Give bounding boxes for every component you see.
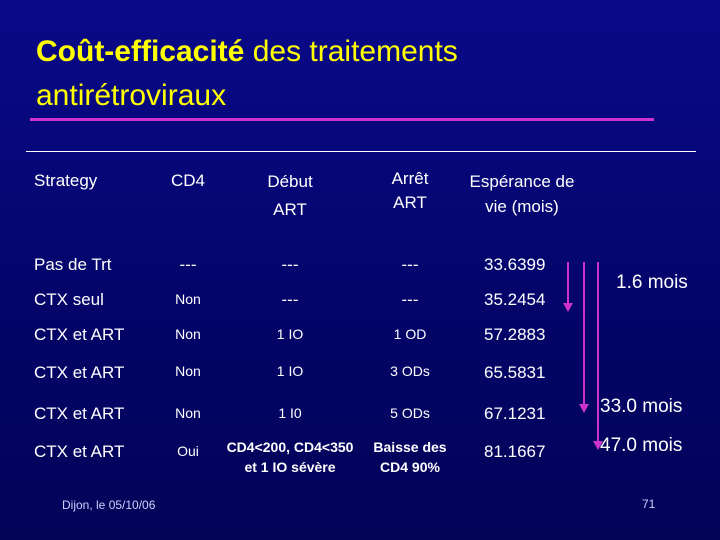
row5-cd4: Non bbox=[175, 405, 201, 421]
row3-cd4: Non bbox=[175, 326, 201, 342]
row5-esperance: 67.1231 bbox=[484, 404, 546, 423]
row3-strategy: CTX et ART bbox=[34, 325, 125, 344]
gain-note-3: 47.0 mois bbox=[600, 435, 683, 456]
page-number: 71 bbox=[642, 497, 656, 511]
row3-arret: 1 OD bbox=[393, 326, 427, 342]
row6-debut: CD4<200, CD4<350 et 1 IO sévère bbox=[226, 439, 354, 475]
arrow-long-line bbox=[597, 262, 599, 442]
row1-esperance: 33.6399 bbox=[484, 255, 546, 274]
row3-esperance: 57.2883 bbox=[484, 325, 546, 344]
row6-esperance: 81.1667 bbox=[484, 442, 546, 461]
header-cd4: CD4 bbox=[170, 171, 205, 190]
footer-date: Dijon, le 05/10/06 bbox=[62, 498, 156, 512]
slide-title bbox=[36, 30, 458, 118]
row1-cd4: --- bbox=[179, 255, 197, 274]
arrow-short-line bbox=[567, 262, 569, 304]
header-strategy: Strategy bbox=[34, 171, 98, 190]
row2-debut: --- bbox=[281, 290, 299, 309]
row4-arret: 3 ODs bbox=[390, 363, 430, 379]
title-line2: antirétroviraux bbox=[36, 79, 227, 112]
row2-cd4: Non bbox=[175, 291, 201, 307]
row3-debut: 1 IO bbox=[276, 326, 304, 342]
arrow-short-head bbox=[563, 303, 573, 312]
row2-strategy: CTX seul bbox=[34, 290, 104, 309]
header-arret: Arrêt ART bbox=[391, 169, 429, 212]
row6-arret: Baisse des CD4 90% bbox=[373, 439, 447, 475]
row1-strategy: Pas de Trt bbox=[34, 255, 112, 274]
title-underline bbox=[30, 118, 654, 121]
table-top-rule bbox=[26, 151, 696, 152]
row4-strategy: CTX et ART bbox=[34, 363, 125, 382]
row4-esperance: 65.5831 bbox=[484, 363, 546, 382]
title-bold: Coût-efficacité bbox=[36, 35, 245, 68]
row6-strategy: CTX et ART bbox=[34, 442, 125, 461]
title-rest: des traitements bbox=[244, 35, 458, 68]
gain-note-2: 33.0 mois bbox=[600, 396, 683, 417]
row1-arret: --- bbox=[401, 255, 419, 274]
row2-esperance: 35.2454 bbox=[484, 290, 546, 309]
arrow-mid-head bbox=[579, 404, 589, 413]
row2-arret: --- bbox=[401, 290, 419, 309]
row4-debut: 1 IO bbox=[276, 363, 304, 379]
header-debut: Début ART bbox=[267, 172, 313, 219]
gain-note-1: 1.6 mois bbox=[616, 272, 688, 293]
row6-cd4: Oui bbox=[177, 443, 199, 459]
row5-strategy: CTX et ART bbox=[34, 404, 125, 423]
arrow-mid-line bbox=[583, 262, 585, 405]
row5-arret: 5 ODs bbox=[390, 405, 430, 421]
row4-cd4: Non bbox=[175, 363, 201, 379]
row5-debut: 1 I0 bbox=[278, 405, 302, 421]
header-esperance: Espérance de vie (mois) bbox=[469, 172, 575, 216]
row1-debut: --- bbox=[281, 255, 299, 274]
